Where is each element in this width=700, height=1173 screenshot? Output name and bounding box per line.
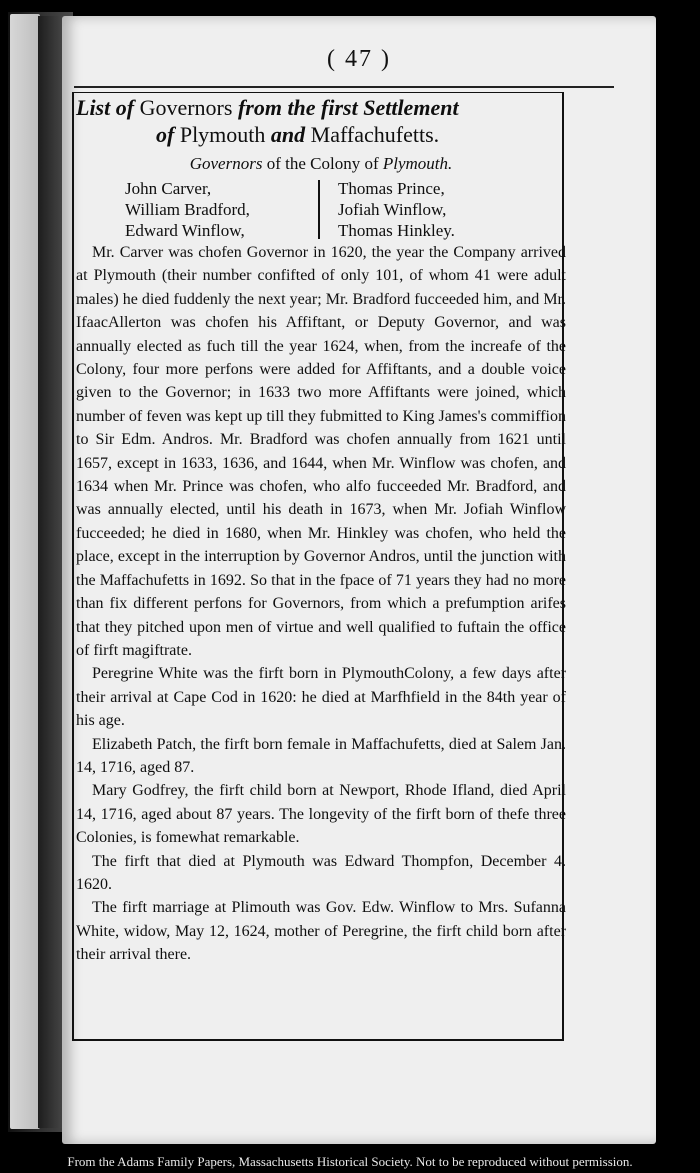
governor-name: Edward Winflow, bbox=[125, 221, 245, 240]
page-number: ( 47 ) bbox=[327, 46, 391, 72]
title-part: Plymouth bbox=[174, 122, 271, 147]
governor-name: Thomas Hinkley. bbox=[338, 221, 455, 240]
text-block bbox=[76, 94, 566, 967]
governor-name: Thomas Prince, bbox=[338, 179, 445, 198]
subtitle-part: Governors bbox=[189, 154, 263, 173]
title-part: of bbox=[156, 122, 175, 147]
title-part: and bbox=[270, 122, 306, 147]
header-rule bbox=[74, 86, 614, 88]
paragraph-elizabeth-patch: Elizabeth Patch, the firft born female in Maffachufetts, died at Salem Jan. 14, 1716, aged 87. bbox=[76, 735, 566, 776]
subtitle-part: of the Colony of bbox=[262, 154, 383, 173]
paragraph-peregrine-white: Peregrine White was the firft born in PlymouthColony, a few days after their arrival at Cape Cod in 1620: he died at Marfhfield in the 84th year of his age. bbox=[76, 665, 566, 730]
title-line-2 bbox=[76, 121, 566, 148]
governor-name: Jofiah Winflow, bbox=[338, 200, 447, 219]
title-part: Maffachufetts. bbox=[305, 122, 440, 147]
governors-right-column bbox=[328, 178, 523, 241]
governors-list bbox=[76, 178, 566, 241]
copyright-footer: From the Adams Family Papers, Massachusetts Historical Society. Not to be reproduced without permission. bbox=[67, 1154, 633, 1169]
governor-name: William Bradford, bbox=[125, 200, 250, 219]
subtitle bbox=[76, 154, 566, 174]
subtitle-part: Plymouth. bbox=[382, 154, 453, 173]
governor-name: John Carver, bbox=[125, 179, 212, 198]
title-part: from the first Settlement bbox=[237, 95, 459, 120]
paragraph-first-marriage: The firft marriage at Plimouth was Gov. Edw. Winflow to Mrs. Sufanna White, widow, May 12, 1624, mother of Peregrine, the firft child born after their arrival there. bbox=[76, 899, 566, 964]
paragraph-mary-godfrey: Mary Godfrey, the firft child born at Newport, Rhode Ifland, died April 14, 1716, aged about 87 years. The longevity of the firft born of thefe three Colonies, is fomewhat remarkable. bbox=[76, 782, 566, 847]
paragraph-first-death: The firft that died at Plymouth was Edward Thompfon, December 4. 1620. bbox=[76, 852, 566, 893]
document-page bbox=[62, 16, 656, 1144]
paragraph-governors-history: Mr. Carver was chofen Governor in 1620, the year the Company arrived at Plymouth (their number confifted of only 101, of whom 41 were adult males) he died fuddenly the next year; Mr. Bradford fucceeded him, and Mr. IfaacAllerton was chofen his Affiftant, or Deputy Governor, and was annually elected as fuch till the year 1624, when, from the increafe of the Colony, four more perfons were added for Affiftants, and a double voice given to the Governor; in 1633 two more Affiftants were joined, which number of feven was kept up till they fubmitted to King James's commiffion to Sir Edm. Andros. Mr. Bradford was chofen annually from 1621 until 1657, except in 1633, 1636, and 1644, when Mr. Winflow was chofen, and 1634 when Mr. Prince was chofen, who alfo fucceeded Mr. Bradford, and was annually elected, until his death in 1673, when Mr. Jofiah Winflow fucceeded; he died in 1680, when Mr. Hinkley was chofen, who held the place, except in the interruption by Governor Andros, until the junction with the Maffachufetts in 1692. So that in the fpace of 71 years they had no more than fix different perfons for Governors, from which a prefumption arifes that they pitched upon men of virtue and well qualified to fuftain the office of firft magiftrate. bbox=[76, 244, 566, 659]
title-line-1 bbox=[76, 94, 566, 121]
title-part: List of bbox=[76, 95, 135, 120]
column-divider bbox=[318, 180, 320, 239]
governors-left-column bbox=[119, 178, 310, 241]
left-page-edge bbox=[10, 14, 40, 1129]
title-part: Governors bbox=[134, 95, 238, 120]
